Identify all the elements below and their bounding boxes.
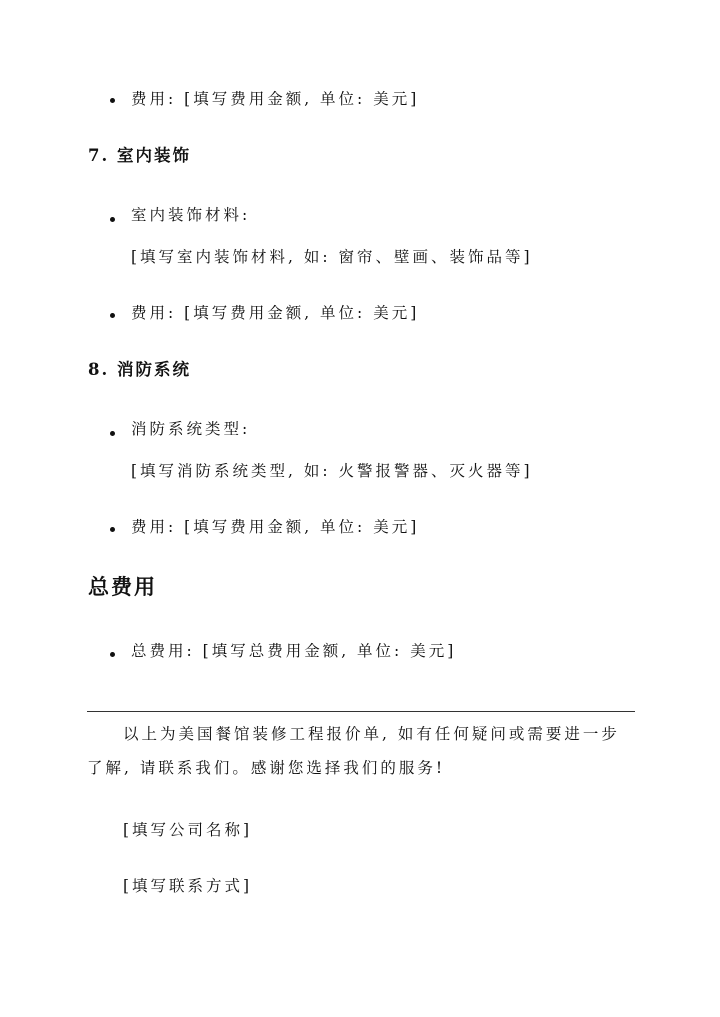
section-heading-fire-protection: 8. 消防系统 — [88, 360, 191, 379]
contact-info-placeholder: [填写联系方式] — [123, 877, 253, 895]
divider-line — [87, 711, 635, 712]
bullet-icon — [110, 217, 115, 222]
bullet-icon — [110, 313, 115, 318]
cost-line: 费用: [填写费用金额, 单位: 美元] — [131, 90, 420, 108]
company-name-placeholder: [填写公司名称] — [123, 821, 253, 839]
total-cost-line: 总费用: [填写总费用金额, 单位: 美元] — [131, 642, 457, 660]
cost-line: 费用: [填写费用金额, 单位: 美元] — [131, 304, 420, 322]
fire-system-type-detail: [填写消防系统类型, 如: 火警报警器、灭火器等] — [131, 462, 533, 480]
total-cost-heading: 总费用 — [88, 574, 157, 599]
closing-paragraph: 以上为美国餐馆装修工程报价单, 如有任何疑问或需要进一步了解, 请联系我们。感谢您选择我们的服务! — [87, 725, 620, 777]
bullet-icon — [110, 98, 115, 103]
bullet-icon — [110, 652, 115, 657]
interior-material-detail: [填写室内装饰材料, 如: 窗帘、壁画、装饰品等] — [131, 248, 533, 266]
cost-line: 费用: [填写费用金额, 单位: 美元] — [131, 518, 420, 536]
bullet-icon — [110, 431, 115, 436]
interior-material-label: 室内装饰材料: — [131, 206, 251, 224]
bullet-icon — [110, 527, 115, 532]
section-heading-interior-decoration: 7. 室内装饰 — [88, 146, 191, 165]
fire-system-type-label: 消防系统类型: — [131, 420, 251, 438]
